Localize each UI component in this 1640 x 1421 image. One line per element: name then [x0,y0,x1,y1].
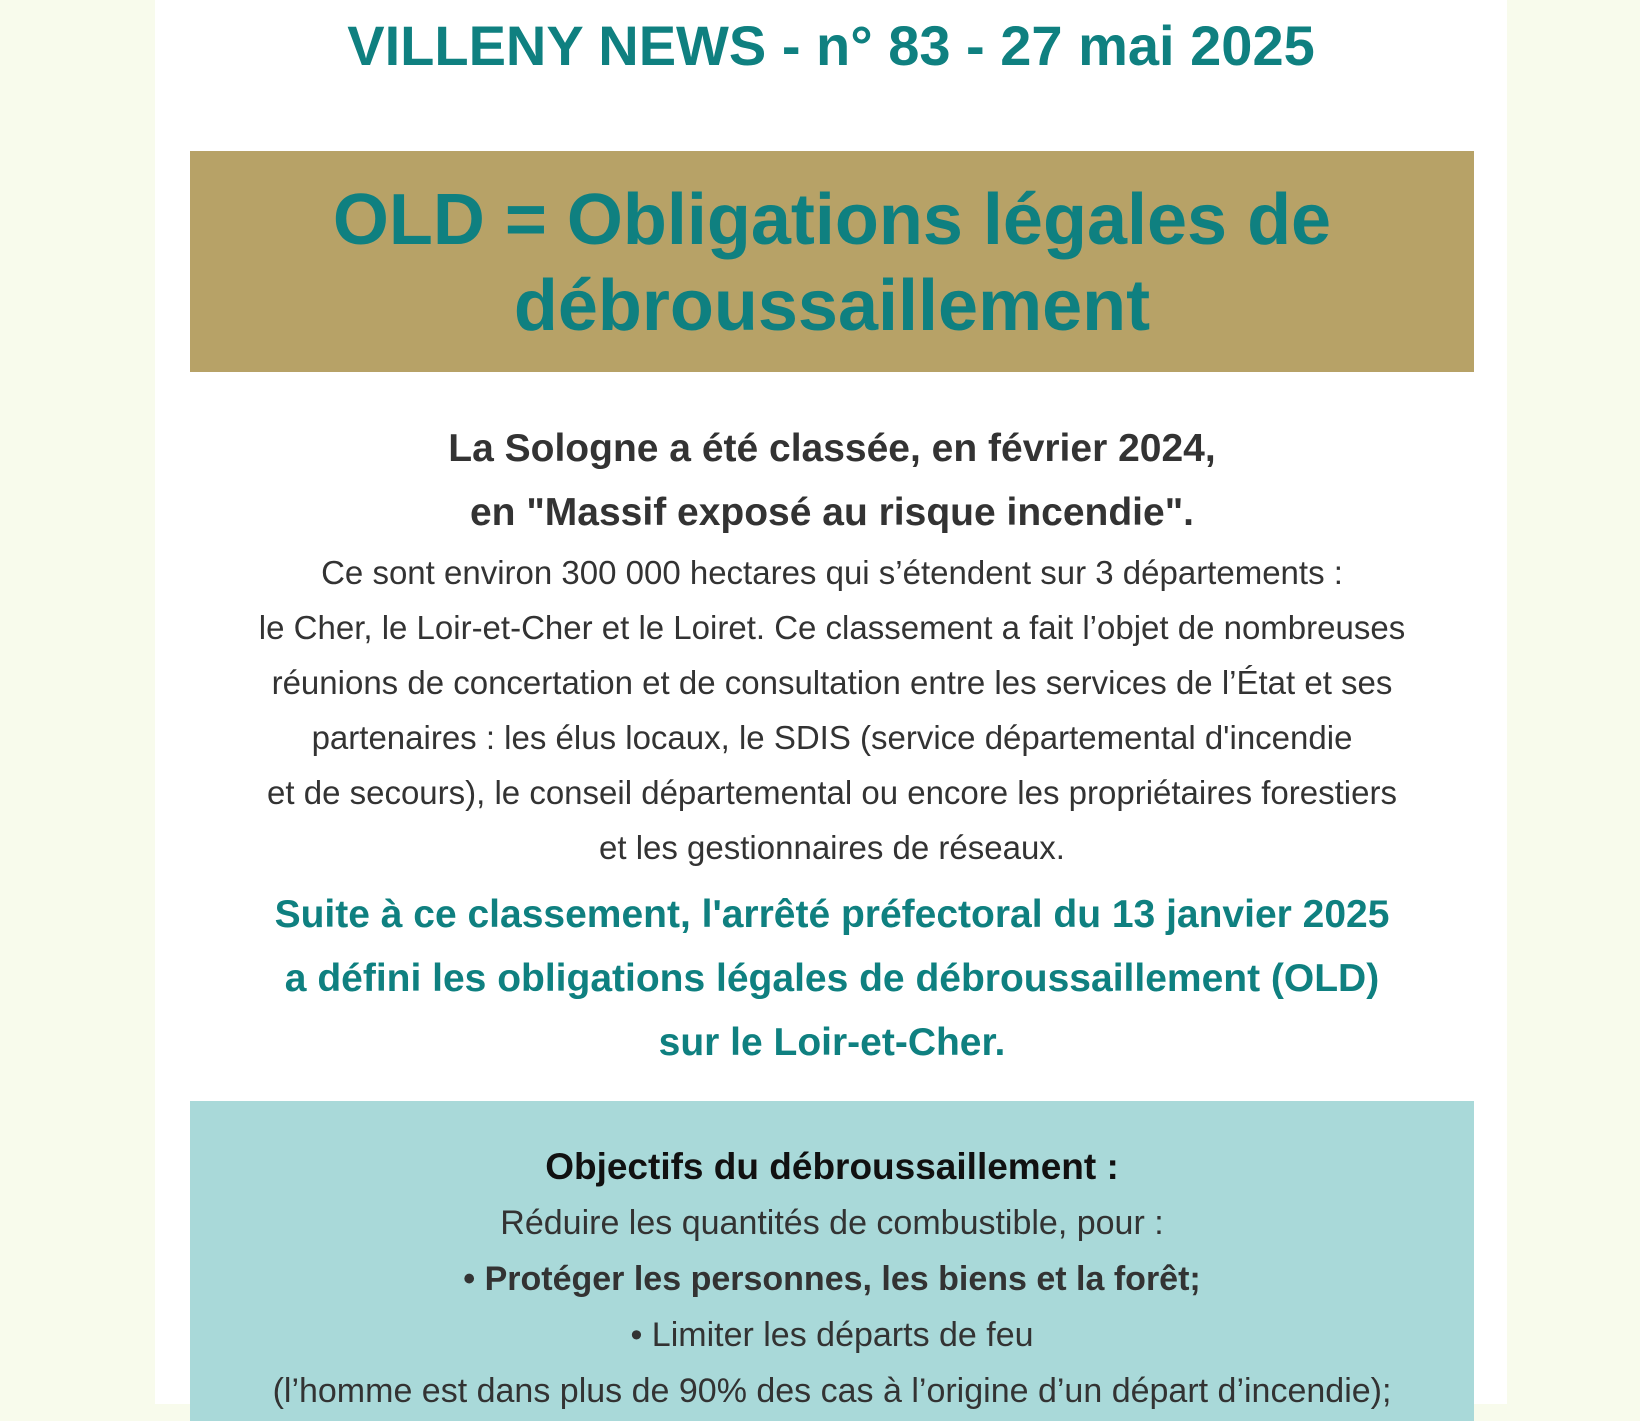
objective-note: (l’homme est dans plus de 90% des cas à l’origine d’un départ d’incendie); [272,1372,1392,1410]
topic-banner [190,151,1474,372]
body-paragraph [190,545,1474,875]
objectives-box [190,1101,1474,1421]
body-line: et les gestionnaires de réseaux. [599,829,1065,866]
lead-line: La Sologne a été classée, en février 2024, [448,427,1216,470]
highlight-paragraph [190,883,1474,1075]
body-line: le Cher, le Loir-et-Cher et le Loiret. Ce classement a fait l’objet de nombreuses [258,609,1406,646]
intro-section [190,417,1474,1075]
lead-paragraph [190,417,1474,545]
objectives-intro: Réduire les quantités de combustible, pour : [500,1204,1164,1242]
newsletter-page [155,0,1507,1410]
highlight-line: Suite à ce classement, l'arrêté préfectoral du 13 janvier 2025 [274,893,1390,936]
masthead-title: VILLENY NEWS - n° 83 - 27 mai 2025 [347,14,1315,77]
body-line: Ce sont environ 300 000 hectares qui s’étendent sur 3 départements : [321,554,1343,591]
body-line: réunions de concertation et de consultation entre les services de l’État et ses [271,664,1393,701]
banner-title-line1: OLD = Obligations légales de [332,179,1332,260]
banner-title [282,175,1382,349]
body-line: partenaires : les élus locaux, le SDIS (service départemental d'incendie [311,719,1353,756]
objectives-title: Objectifs du débroussaillement : [545,1146,1119,1187]
banner-title-line2: débroussaillement [513,265,1151,346]
objective-item: • Limiter les départs de feu [630,1316,1034,1354]
body-line: et de secours), le conseil départemental ou encore les propriétaires forestiers [267,774,1397,811]
lead-line: en "Massif exposé au risque incendie". [469,491,1195,534]
highlight-line: sur le Loir-et-Cher. [658,1021,1006,1064]
objective-item: • Protéger les personnes, les biens et la forêt; [463,1260,1201,1298]
highlight-line: a défini les obligations légales de débroussaillement (OLD) [284,957,1380,1000]
